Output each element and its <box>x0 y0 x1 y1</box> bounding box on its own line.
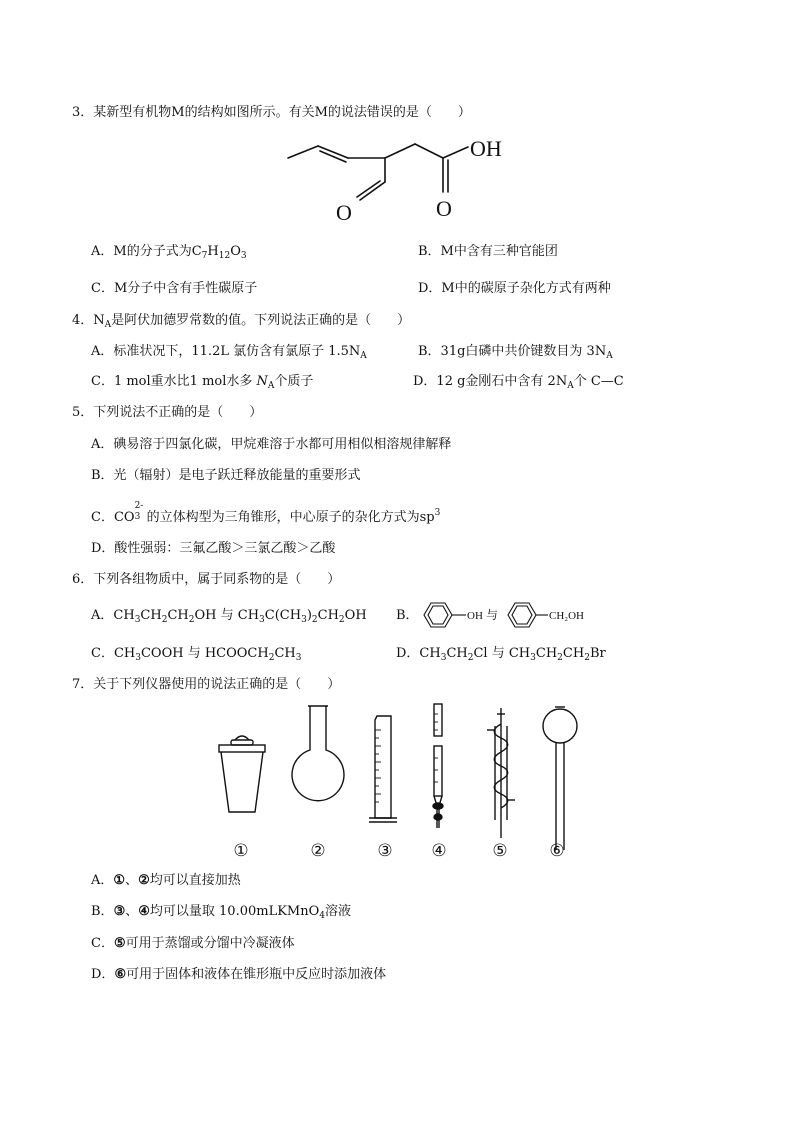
q6-benzyl-ch2oh: CH₂OH <box>549 610 585 622</box>
apparatus-number-4: ④ <box>431 841 447 860</box>
q6-option-d: D．$CH_3CH_2Cl$ 与 $CH_3CH_2CH_2Br$ <box>396 646 606 663</box>
apparatus-number-5: ⑤ <box>492 841 508 860</box>
q6-option-a: A．$CH_3CH_2CH_2OH$ 与 $CH_3C(CH_3)_2CH_2OH$ <box>91 608 367 625</box>
q5-option-b: B．光（辐射）是电子跃迁释放能量的重要形式 <box>91 468 361 483</box>
q3-aldehyde-o-label: O <box>336 200 352 225</box>
q4-option-c: C．1 mol重水比1 mol水多 $N_A$个质子 <box>91 374 314 391</box>
q7-apparatus-figure <box>205 700 595 865</box>
condenser-icon <box>487 708 515 838</box>
round-flask-icon <box>292 706 344 801</box>
q3-option-c: C．M分子中含有手性碳原子 <box>91 281 258 296</box>
q7-option-d: D．⑥可用于固体和液体在锥形瓶中反应时添加液体 <box>91 967 387 982</box>
q7-option-b: B．③、④均可以量取 10.00mLKMnO$_4$溶液 <box>91 904 352 921</box>
q6-option-b-structures <box>418 597 598 633</box>
apparatus-number-2: ② <box>310 841 326 860</box>
q3-structure-diagram <box>280 130 520 225</box>
q5-option-d: D．酸性强弱：三氟乙酸＞三氯乙酸＞乙酸 <box>91 541 336 556</box>
q6-option-b-and: 与 <box>486 608 499 622</box>
burette-icon <box>433 704 443 828</box>
q4-stem: 4．$N_A$是阿伏加德罗常数的值。下列说法正确的是（ ） <box>72 313 411 330</box>
q4-option-b: B．31g白磷中共价键数目为 $3N_A$ <box>418 344 613 361</box>
crucible-icon <box>219 736 265 812</box>
dropping-funnel-icon <box>543 707 577 850</box>
q3-option-d: D．M中的碳原子杂化方式有两种 <box>418 281 611 296</box>
apparatus-number-6: ⑥ <box>549 841 565 860</box>
q4-option-a: A．标准状况下，11.2L 氯仿含有氯原子 $1.5N_A$ <box>91 344 367 361</box>
graduated-cylinder-icon <box>369 716 397 822</box>
q7-option-a: A．①、②均可以直接加热 <box>91 873 241 888</box>
q5-stem: 5．下列说法不正确的是（ ） <box>72 405 263 420</box>
q5-option-c: C．CO 2- 3 的立体构型为三角锥形，中心原子的杂化方式为$sp^3$ <box>91 501 441 525</box>
q3-option-b: B．M中含有三种官能团 <box>418 244 558 259</box>
q3-option-a: A．M的分子式为$C_7H_{12}O_3$ <box>91 244 247 261</box>
q6-option-b-label: B． <box>396 608 419 623</box>
q6-stem: 6．下列各组物质中，属于同系物的是（ ） <box>72 572 341 587</box>
q6-option-c: C．$CH_3COOH$ 与 $HCOOCH_2CH_3$ <box>91 646 302 663</box>
q6-phenol-oh: OH <box>467 610 483 622</box>
q4-option-d: D．12 g金刚石中含有 $2N_A$个 C—C <box>413 374 624 391</box>
apparatus-number-3: ③ <box>377 841 393 860</box>
q3-acid-o-label: O <box>436 196 452 221</box>
q7-stem: 7．关于下列仪器使用的说法正确的是（ ） <box>72 677 341 692</box>
q3-oh-label: OH <box>470 136 502 161</box>
apparatus-number-1: ① <box>233 841 249 860</box>
q5-option-a: A．碘易溶于四氯化碳，甲烷难溶于水都可用相似相溶规律解释 <box>91 437 452 452</box>
q7-option-c: C．⑤可用于蒸馏或分馏中冷凝液体 <box>91 936 295 951</box>
q3-stem: 3．某新型有机物M的结构如图所示。有关M的说法错误的是（ ） <box>72 105 471 120</box>
